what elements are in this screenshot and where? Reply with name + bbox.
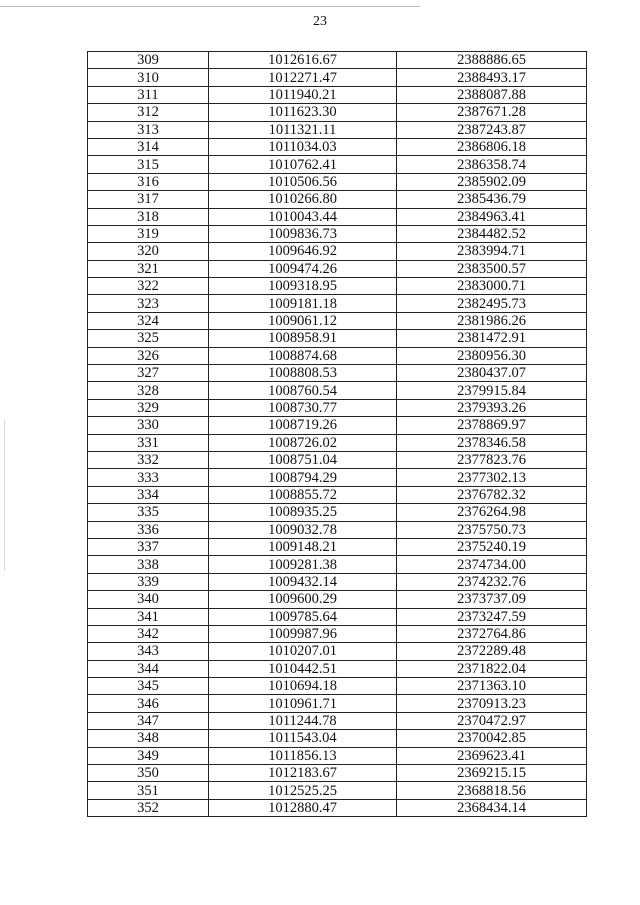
x-coordinate-cell: 1010694.18 <box>209 678 397 695</box>
y-coordinate-cell: 2383000.71 <box>397 278 587 295</box>
y-coordinate-cell: 2370472.97 <box>397 712 587 729</box>
table-row <box>88 347 587 364</box>
point-number-cell: 337 <box>88 538 209 555</box>
y-coordinate-cell: 2388493.17 <box>397 69 587 86</box>
point-number-cell: 333 <box>88 469 209 486</box>
x-coordinate-cell: 1008855.72 <box>209 486 397 503</box>
x-coordinate-cell: 1009061.12 <box>209 312 397 329</box>
table-row <box>88 504 587 521</box>
x-coordinate-cell: 1011543.04 <box>209 730 397 747</box>
table-row <box>88 695 587 712</box>
point-number-cell: 336 <box>88 521 209 538</box>
y-coordinate-cell: 2370913.23 <box>397 695 587 712</box>
x-coordinate-cell: 1009785.64 <box>209 608 397 625</box>
x-coordinate-cell: 1008794.29 <box>209 469 397 486</box>
y-coordinate-cell: 2378346.58 <box>397 434 587 451</box>
x-coordinate-cell: 1009318.95 <box>209 278 397 295</box>
table-row <box>88 747 587 764</box>
point-number-cell: 343 <box>88 643 209 660</box>
table-row <box>88 260 587 277</box>
table-row <box>88 138 587 155</box>
point-number-cell: 334 <box>88 486 209 503</box>
point-number-cell: 346 <box>88 695 209 712</box>
x-coordinate-cell: 1010043.44 <box>209 208 397 225</box>
point-number-cell: 331 <box>88 434 209 451</box>
x-coordinate-cell: 1009646.92 <box>209 243 397 260</box>
y-coordinate-cell: 2374232.76 <box>397 573 587 590</box>
table-row <box>88 799 587 816</box>
y-coordinate-cell: 2376264.98 <box>397 504 587 521</box>
point-number-cell: 339 <box>88 573 209 590</box>
y-coordinate-cell: 2379915.84 <box>397 382 587 399</box>
x-coordinate-cell: 1010506.56 <box>209 173 397 190</box>
table-row <box>88 712 587 729</box>
x-coordinate-cell: 1012183.67 <box>209 765 397 782</box>
x-coordinate-cell: 1009474.26 <box>209 260 397 277</box>
y-coordinate-cell: 2370042.85 <box>397 730 587 747</box>
x-coordinate-cell: 1008958.91 <box>209 330 397 347</box>
table-row <box>88 643 587 660</box>
x-coordinate-cell: 1011623.30 <box>209 104 397 121</box>
table-row <box>88 486 587 503</box>
y-coordinate-cell: 2381986.26 <box>397 312 587 329</box>
x-coordinate-cell: 1008751.04 <box>209 451 397 468</box>
table-row <box>88 365 587 382</box>
point-number-cell: 328 <box>88 382 209 399</box>
y-coordinate-cell: 2374734.00 <box>397 556 587 573</box>
top-rule <box>0 6 420 7</box>
y-coordinate-cell: 2372764.86 <box>397 625 587 642</box>
table-row <box>88 295 587 312</box>
point-number-cell: 325 <box>88 330 209 347</box>
table-row <box>88 782 587 799</box>
x-coordinate-cell: 1011244.78 <box>209 712 397 729</box>
y-coordinate-cell: 2376782.32 <box>397 486 587 503</box>
point-number-cell: 320 <box>88 243 209 260</box>
y-coordinate-cell: 2375750.73 <box>397 521 587 538</box>
y-coordinate-cell: 2381472.91 <box>397 330 587 347</box>
y-coordinate-cell: 2368818.56 <box>397 782 587 799</box>
point-number-cell: 351 <box>88 782 209 799</box>
point-number-cell: 335 <box>88 504 209 521</box>
y-coordinate-cell: 2369623.41 <box>397 747 587 764</box>
table-row <box>88 278 587 295</box>
x-coordinate-cell: 1009600.29 <box>209 591 397 608</box>
point-number-cell: 312 <box>88 104 209 121</box>
x-coordinate-cell: 1010266.80 <box>209 191 397 208</box>
x-coordinate-cell: 1008874.68 <box>209 347 397 364</box>
x-coordinate-cell: 1010961.71 <box>209 695 397 712</box>
point-number-cell: 319 <box>88 225 209 242</box>
point-number-cell: 342 <box>88 625 209 642</box>
table-row <box>88 121 587 138</box>
coordinates-table <box>87 51 587 817</box>
table-row <box>88 451 587 468</box>
point-number-cell: 341 <box>88 608 209 625</box>
point-number-cell: 322 <box>88 278 209 295</box>
x-coordinate-cell: 1008935.25 <box>209 504 397 521</box>
table-row <box>88 434 587 451</box>
table-row <box>88 312 587 329</box>
table-row <box>88 521 587 538</box>
point-number-cell: 324 <box>88 312 209 329</box>
y-coordinate-cell: 2377823.76 <box>397 451 587 468</box>
table-row <box>88 208 587 225</box>
point-number-cell: 332 <box>88 451 209 468</box>
table-row <box>88 730 587 747</box>
point-number-cell: 347 <box>88 712 209 729</box>
x-coordinate-cell: 1010207.01 <box>209 643 397 660</box>
y-coordinate-cell: 2378869.97 <box>397 417 587 434</box>
point-number-cell: 317 <box>88 191 209 208</box>
point-number-cell: 311 <box>88 86 209 103</box>
y-coordinate-cell: 2375240.19 <box>397 538 587 555</box>
y-coordinate-cell: 2379393.26 <box>397 399 587 416</box>
table-row <box>88 225 587 242</box>
x-coordinate-cell: 1009281.38 <box>209 556 397 573</box>
y-coordinate-cell: 2384482.52 <box>397 225 587 242</box>
y-coordinate-cell: 2373737.09 <box>397 591 587 608</box>
table-row <box>88 765 587 782</box>
table-row <box>88 52 587 69</box>
point-number-cell: 348 <box>88 730 209 747</box>
x-coordinate-cell: 1009181.18 <box>209 295 397 312</box>
point-number-cell: 340 <box>88 591 209 608</box>
point-number-cell: 349 <box>88 747 209 764</box>
x-coordinate-cell: 1008719.26 <box>209 417 397 434</box>
y-coordinate-cell: 2383500.57 <box>397 260 587 277</box>
table-row <box>88 191 587 208</box>
point-number-cell: 338 <box>88 556 209 573</box>
x-coordinate-cell: 1008808.53 <box>209 365 397 382</box>
point-number-cell: 329 <box>88 399 209 416</box>
point-number-cell: 350 <box>88 765 209 782</box>
x-coordinate-cell: 1012525.25 <box>209 782 397 799</box>
x-coordinate-cell: 1010762.41 <box>209 156 397 173</box>
x-coordinate-cell: 1009032.78 <box>209 521 397 538</box>
table-row <box>88 608 587 625</box>
point-number-cell: 345 <box>88 678 209 695</box>
y-coordinate-cell: 2382495.73 <box>397 295 587 312</box>
y-coordinate-cell: 2386358.74 <box>397 156 587 173</box>
table-row <box>88 382 587 399</box>
x-coordinate-cell: 1008730.77 <box>209 399 397 416</box>
y-coordinate-cell: 2384963.41 <box>397 208 587 225</box>
point-number-cell: 323 <box>88 295 209 312</box>
x-coordinate-cell: 1012880.47 <box>209 799 397 816</box>
x-coordinate-cell: 1008760.54 <box>209 382 397 399</box>
y-coordinate-cell: 2372289.48 <box>397 643 587 660</box>
point-number-cell: 309 <box>88 52 209 69</box>
table-row <box>88 104 587 121</box>
margin-mark <box>4 420 5 570</box>
table-row <box>88 86 587 103</box>
table-row <box>88 678 587 695</box>
x-coordinate-cell: 1009432.14 <box>209 573 397 590</box>
y-coordinate-cell: 2380956.30 <box>397 347 587 364</box>
table-row <box>88 556 587 573</box>
y-coordinate-cell: 2388886.65 <box>397 52 587 69</box>
point-number-cell: 315 <box>88 156 209 173</box>
x-coordinate-cell: 1008726.02 <box>209 434 397 451</box>
point-number-cell: 310 <box>88 69 209 86</box>
x-coordinate-cell: 1011034.03 <box>209 138 397 155</box>
point-number-cell: 313 <box>88 121 209 138</box>
table-row <box>88 469 587 486</box>
table-row <box>88 573 587 590</box>
y-coordinate-cell: 2373247.59 <box>397 608 587 625</box>
y-coordinate-cell: 2387243.87 <box>397 121 587 138</box>
x-coordinate-cell: 1011940.21 <box>209 86 397 103</box>
point-number-cell: 318 <box>88 208 209 225</box>
y-coordinate-cell: 2371363.10 <box>397 678 587 695</box>
table-row <box>88 173 587 190</box>
y-coordinate-cell: 2387671.28 <box>397 104 587 121</box>
point-number-cell: 316 <box>88 173 209 190</box>
x-coordinate-cell: 1009148.21 <box>209 538 397 555</box>
table-row <box>88 660 587 677</box>
point-number-cell: 352 <box>88 799 209 816</box>
table-row <box>88 69 587 86</box>
y-coordinate-cell: 2385436.79 <box>397 191 587 208</box>
table-row <box>88 538 587 555</box>
y-coordinate-cell: 2388087.88 <box>397 86 587 103</box>
x-coordinate-cell: 1009836.73 <box>209 225 397 242</box>
coordinates-table-body <box>88 52 587 817</box>
x-coordinate-cell: 1011321.11 <box>209 121 397 138</box>
y-coordinate-cell: 2385902.09 <box>397 173 587 190</box>
point-number-cell: 327 <box>88 365 209 382</box>
y-coordinate-cell: 2377302.13 <box>397 469 587 486</box>
y-coordinate-cell: 2380437.07 <box>397 365 587 382</box>
table-row <box>88 243 587 260</box>
table-row <box>88 625 587 642</box>
point-number-cell: 314 <box>88 138 209 155</box>
page-number: 23 <box>313 14 327 29</box>
y-coordinate-cell: 2386806.18 <box>397 138 587 155</box>
x-coordinate-cell: 1012271.47 <box>209 69 397 86</box>
table-row <box>88 591 587 608</box>
point-number-cell: 321 <box>88 260 209 277</box>
y-coordinate-cell: 2383994.71 <box>397 243 587 260</box>
x-coordinate-cell: 1011856.13 <box>209 747 397 764</box>
point-number-cell: 326 <box>88 347 209 364</box>
x-coordinate-cell: 1010442.51 <box>209 660 397 677</box>
y-coordinate-cell: 2369215.15 <box>397 765 587 782</box>
table-row <box>88 330 587 347</box>
y-coordinate-cell: 2368434.14 <box>397 799 587 816</box>
x-coordinate-cell: 1009987.96 <box>209 625 397 642</box>
y-coordinate-cell: 2371822.04 <box>397 660 587 677</box>
table-row <box>88 399 587 416</box>
table-row <box>88 417 587 434</box>
point-number-cell: 330 <box>88 417 209 434</box>
table-row <box>88 156 587 173</box>
x-coordinate-cell: 1012616.67 <box>209 52 397 69</box>
point-number-cell: 344 <box>88 660 209 677</box>
